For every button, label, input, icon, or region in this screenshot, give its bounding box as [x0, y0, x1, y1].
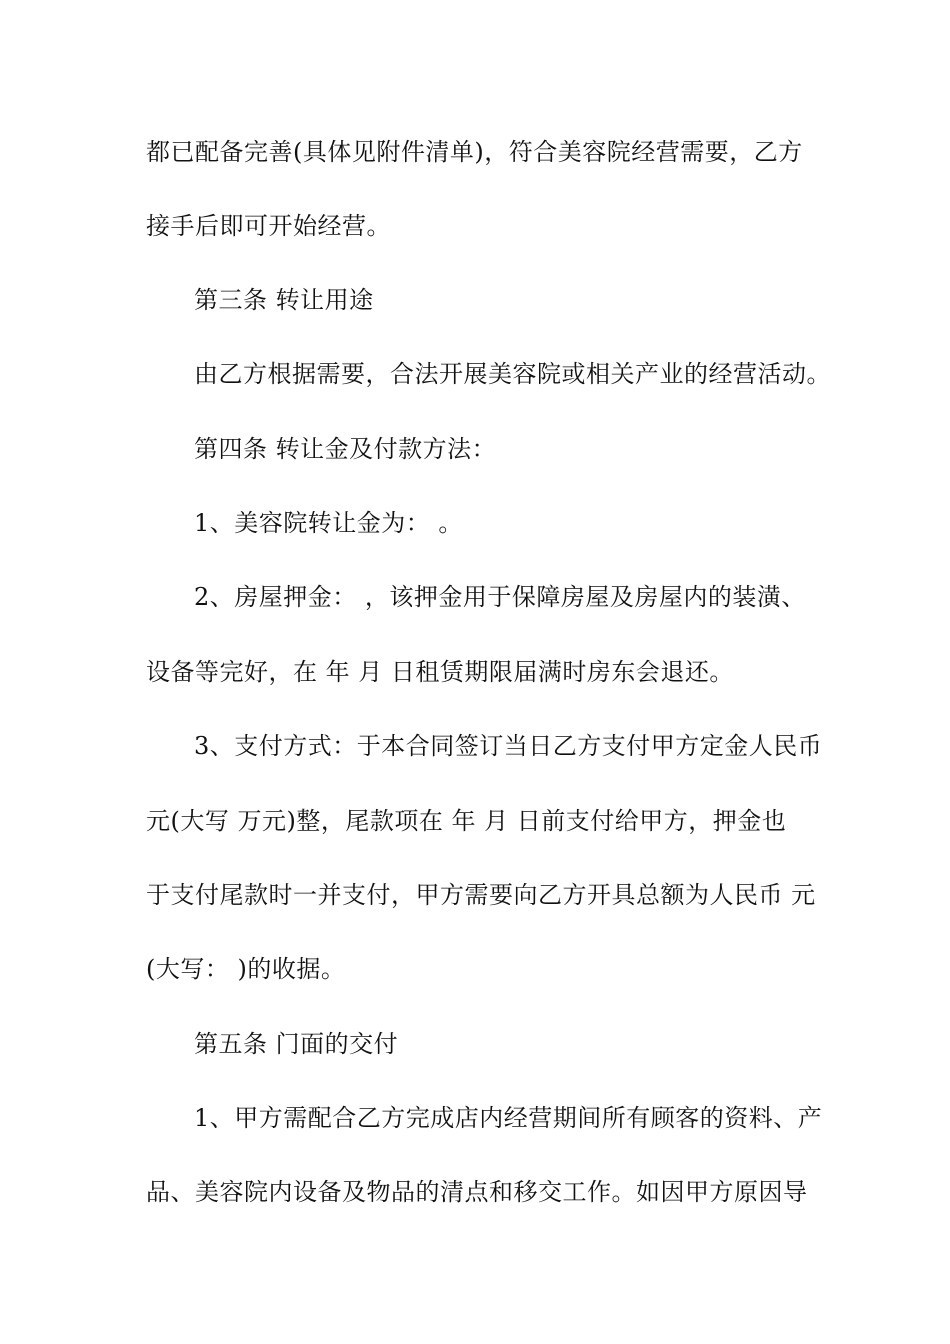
- text-line: 元(大写 万元)整，尾款项在 年 月 日前支付给甲方，押金也: [146, 807, 787, 835]
- section-heading-3: 第三条 转让用途: [194, 286, 374, 314]
- text-line: 设备等完好，在 年 月 日租赁期限届满时房东会退还。: [146, 658, 734, 686]
- text-line: 品、美容院内设备及物品的清点和移交工作。如因甲方原因导: [146, 1178, 808, 1206]
- section-heading-5: 第五条 门面的交付: [194, 1030, 399, 1058]
- text-line: (大写： )的收据。: [146, 955, 346, 983]
- clause-item-2: 2、房屋押金： ，该押金用于保障房屋及房屋内的装潢、: [194, 583, 806, 611]
- text-line: 都已配备完善(具体见附件清单)，符合美容院经营需要，乙方: [146, 138, 803, 166]
- section-heading-4: 第四条 转让金及付款方法：: [194, 435, 497, 463]
- clause-item-1: 1、美容院转让金为： 。: [194, 509, 463, 537]
- clause-item-1: 1、甲方需配合乙方完成店内经营期间所有顾客的资料、产: [194, 1104, 823, 1132]
- clause-item-3: 3、支付方式：于本合同签订当日乙方支付甲方定金人民币: [194, 732, 823, 760]
- text-line: 由乙方根据需要，合法开展美容院或相关产业的经营活动。: [194, 360, 831, 388]
- text-line: 接手后即可开始经营。: [146, 212, 391, 240]
- text-line: 于支付尾款时一并支付，甲方需要向乙方开具总额为人民币 元: [146, 881, 816, 909]
